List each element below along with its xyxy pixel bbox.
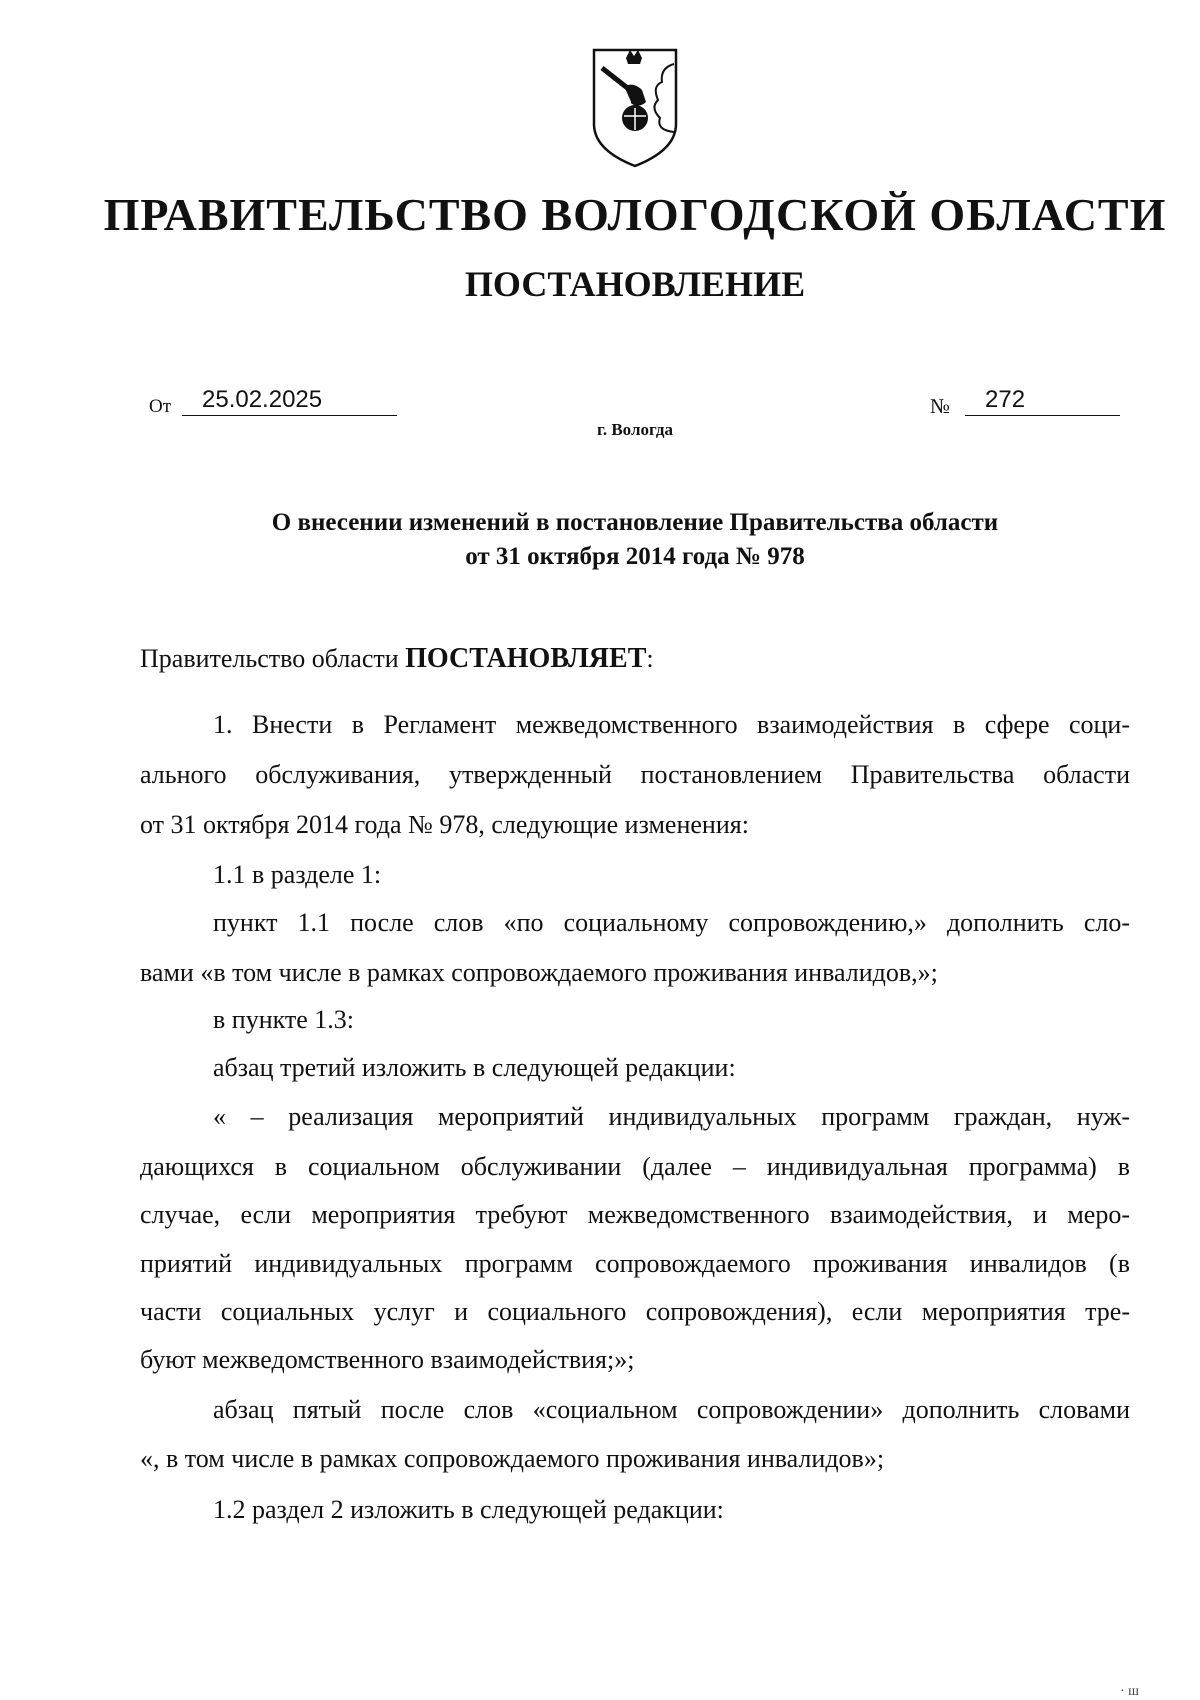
body-line: абзац третий изложить в следующей редакции: (213, 1053, 736, 1082)
body-line: случае, если мероприятия требуют межведомственного взаимодействия, и меро- (140, 1200, 1130, 1229)
body-line: части социальных услуг и социального сопровождения), если мероприятия тре- (140, 1297, 1130, 1326)
date-label: От (149, 396, 172, 417)
body-line: пункт 1.1 после слов «по социальному сопровождению,» дополнить сло- (213, 908, 1130, 937)
coat-of-arms-emblem (590, 46, 680, 168)
body-line: абзац пятый после слов «социальном сопровождении» дополнить словами (213, 1395, 1130, 1424)
body-line: 1. Внести в Регламент межведомственного взаимодействия в сфере соци- (213, 710, 1130, 739)
city-name: г. Вологда (597, 420, 673, 439)
number-field: 272 (965, 385, 1120, 416)
preamble-bold: ПОСТАНОВЛЯЕТ (405, 643, 647, 674)
subject-line-1: О внесении изменений в постановление Правительства области (271, 509, 999, 536)
body-line: дающихся в социальном обслуживании (далее – индивидуальная программа) в (140, 1152, 1130, 1181)
government-title: ПРАВИТЕЛЬСТВО ВОЛОГОДСКОЙ ОБЛАСТИ (103, 189, 1167, 240)
body-line: приятий индивидуальных программ сопровождаемого проживания инвалидов (в (140, 1249, 1130, 1278)
body-line: в пункте 1.3: (213, 1005, 355, 1034)
document-type-heading: ПОСТАНОВЛЕНИЕ (464, 264, 806, 304)
footer-marks: · ш (1120, 1684, 1139, 1699)
preamble-suffix: : (646, 644, 654, 673)
preamble-prefix: Правительство области (140, 644, 406, 673)
subject-line-2: от 31 октября 2014 года № 978 (465, 543, 805, 570)
number-label: № (930, 394, 951, 418)
body-line: ального обслуживания, утвержденный постановлением Правительства области (140, 760, 1130, 789)
body-line: « – реализация мероприятий индивидуальных программ граждан, нуж- (213, 1102, 1130, 1131)
preamble (140, 643, 654, 675)
body-line: буют межведомственного взаимодействия;»; (140, 1345, 635, 1374)
date-field: 25.02.2025 (182, 385, 397, 416)
body-line: вами «в том числе в рамках сопровождаемого проживания инвалидов,»; (140, 958, 938, 987)
document-subject (0, 506, 1200, 574)
body-line: 1.2 раздел 2 изложить в следующей редакции: (213, 1495, 724, 1524)
body-line: «, в том числе в рамках сопровождаемого проживания инвалидов»; (140, 1444, 885, 1473)
body-line: от 31 октября 2014 года № 978, следующие изменения: (140, 810, 749, 839)
body-line: 1.1 в разделе 1: (213, 860, 382, 889)
